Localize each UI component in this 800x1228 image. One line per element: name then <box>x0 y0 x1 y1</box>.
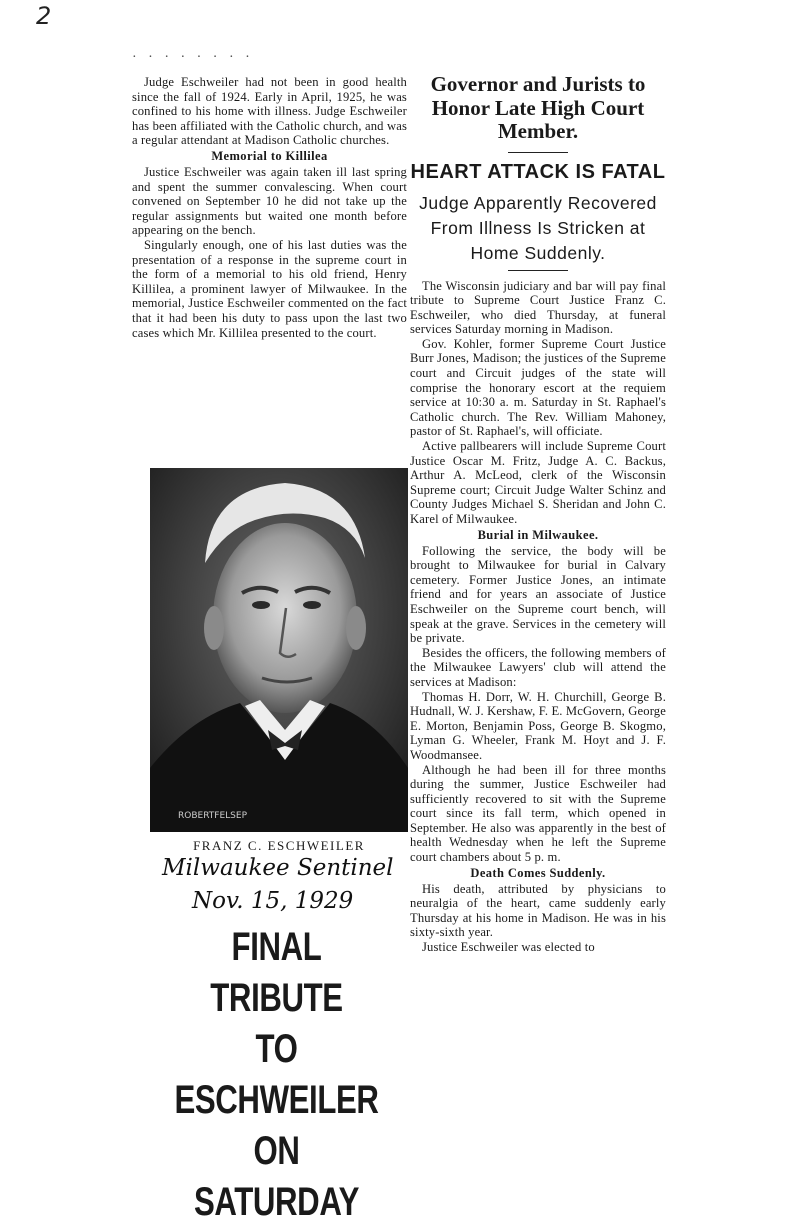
page-number: 2 <box>36 2 52 30</box>
punch-holes: · · · · · · · · <box>132 50 254 65</box>
photo-caption: FRANZ C. ESCHWEILER <box>193 838 365 853</box>
portrait-photo <box>150 468 408 832</box>
deck-heart-attack: HEART ATTACK IS FATAL <box>410 160 666 183</box>
paragraph-burial-4: Although he had been ill for three months during the summer, Justice Eschweiler had sufficiently recovered to sit with the Supreme court since its fall term, which opened in September. He also was apparently in the best of health Wednesday when he left the Supreme court chambers about 5 p. m. <box>410 762 666 865</box>
paragraph-memorial-2: Singularly enough, one of his last duties was the presentation of a response in the supreme court in the form of a memorial to his old friend, Henry Killilea, a prominent lawyer of Milwaukee. In the memorial, Justice Eschweiler commented on the fact that it had been his duty to pass upon the last two cases which Mr. Killilea presented to the court. <box>132 237 407 340</box>
paragraph-death-1: His death, attributed by physicians to neuralgia of the heart, came suddenly early Thursday at his home in Madison. He was in his sixty-sixth year. <box>410 881 666 940</box>
handwritten-date: Nov. 15, 1929 <box>192 888 354 914</box>
newspaper-clipping <box>120 50 675 1224</box>
right-column <box>410 73 666 955</box>
deck-stricken: Judge Apparently Recovered From Illness Is Stricken at Home Suddenly. <box>419 192 657 263</box>
subhead-death: Death Comes Suddenly. <box>470 865 606 880</box>
handwritten-source-note <box>162 852 412 918</box>
big-headline <box>173 922 380 1228</box>
paragraph-burial-3: Thomas H. Dorr, W. H. Churchill, George B. Hudnall, W. J. Kershaw, F. E. McGovern, George E. Morton, Benjamin Poss, George B. Skogmo, Lyman G. Wheeler, Frank M. Hoyt and J. F. Woodmansee. <box>410 689 666 762</box>
divider <box>508 152 568 153</box>
left-column <box>132 75 407 340</box>
subhead-burial: Burial in Milwaukee. <box>477 527 599 542</box>
portrait-image <box>150 468 408 832</box>
paragraph-health: Judge Eschweiler had not been in good health since the fall of 1924. Early in April, 1925, he was confined to his home with illness. Judge Eschweiler has been affiliated with the Catholic church, and was a regular attendant at Madison Catholic churches. <box>132 75 407 148</box>
divider <box>508 270 568 271</box>
article-headline: Governor and Jurists to Honor Late High Court Member. <box>430 72 646 143</box>
big-headline-line-2: TO ESCHWEILER <box>174 1027 379 1122</box>
paragraph-burial-2: Besides the officers, the following members of the Milwaukee Lawyers' club will attend the services at Madison: <box>410 645 666 689</box>
handwritten-publication: Milwaukee Sentinel <box>162 855 394 881</box>
paragraph-memorial-1: Justice Eschweiler was again taken ill last spring and spent the summer convalescing. When court convened on September 10 he did not take up the regular assignments but waited one month before appearing on the bench. <box>132 164 407 238</box>
paragraph-burial-1: Following the service, the body will be brought to Milwaukee for burial in Calvary cemetery. Former Justice Jones, an intimate friend and for years an associate of Justice Eschweiler on the Supreme court bench, will speak at the grave. Services in the cemetery will be private. <box>410 543 666 646</box>
big-headline-line-1: FINAL TRIBUTE <box>210 925 343 1020</box>
subhead-memorial: Memorial to Killilea <box>211 148 328 163</box>
big-headline-line-3: ON SATURDAY <box>193 1129 360 1224</box>
paragraph-death-2: Justice Eschweiler was elected to <box>422 940 595 955</box>
paragraph-intro-2: Gov. Kohler, former Supreme Court Justice Burr Jones, Madison; the justices of the Supreme court and Circuit judges of the state will comprise the honorary escort at the requiem service at 10:30 a. m. Saturday in St. Raphael's Catholic church. The Rev. William Mahoney, pastor of St. Raphael's, will officiate. <box>410 336 666 439</box>
photo-stamp: ROBERTFELSEP <box>178 811 247 821</box>
paragraph-intro-1: The Wisconsin judiciary and bar will pay final tribute to Supreme Court Justice Franz C. Eschweiler, who died Thursday, at funeral services Saturday morning in Madison. <box>410 278 666 337</box>
paragraph-intro-3: Active pallbearers will include Supreme Court Justice Oscar M. Fritz, Judge A. C. Backus, Arthur A. McLeod, clerk of the Wisconsin Supreme court; Circuit Judge Walter Schinz and County Judges Michael S. Sheridan and John C. Karel of Milwaukee. <box>410 439 666 526</box>
